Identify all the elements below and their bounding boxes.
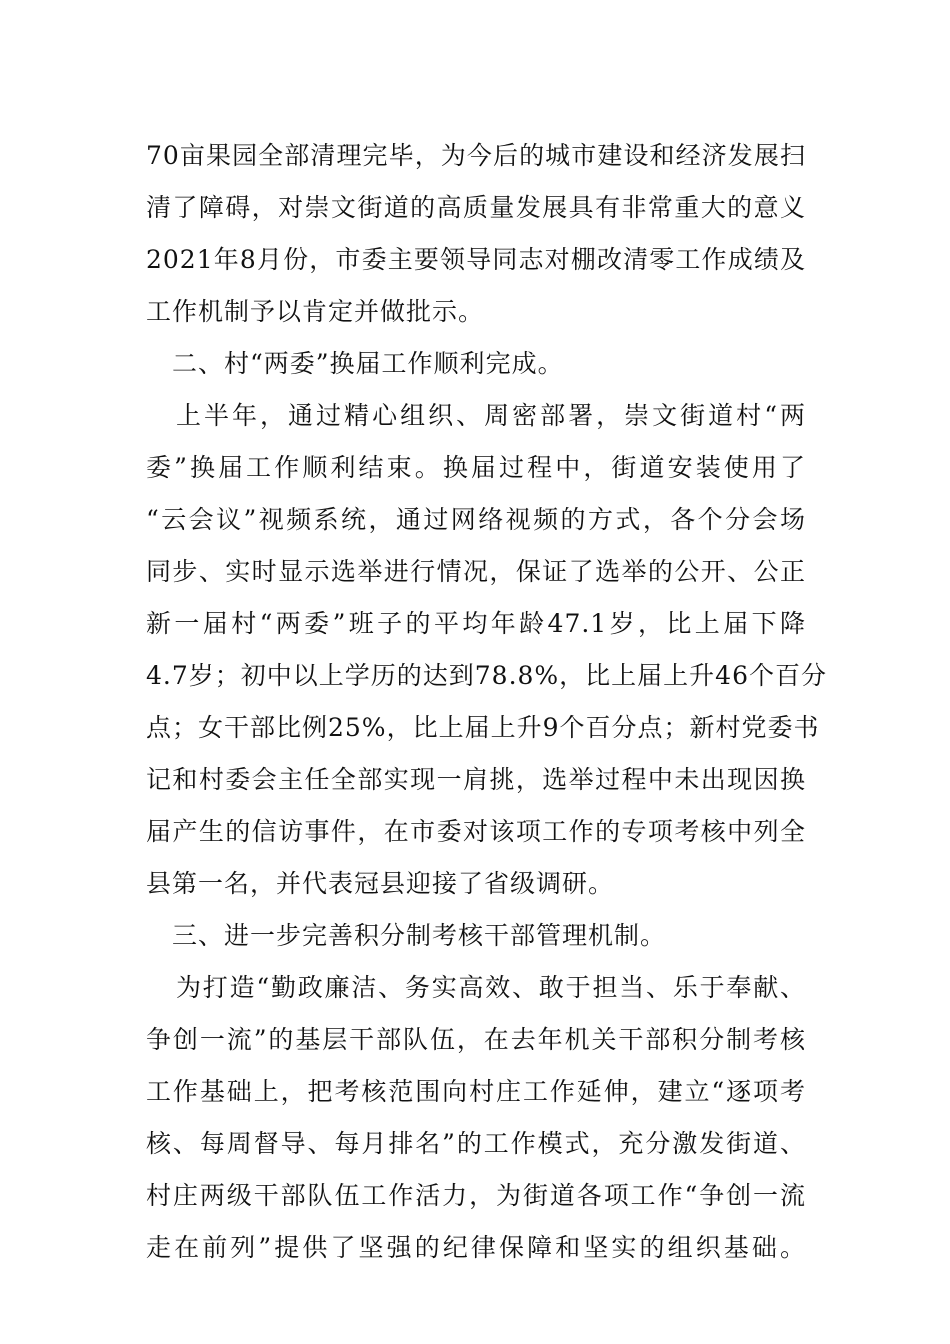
- section-heading: 二、村“两委”换届工作顺利完成。: [172, 349, 564, 378]
- text-line: 县第一名，并代表冠县迎接了省级调研。: [146, 869, 615, 898]
- text-line: 争创一流”的基层干部队伍，在去年机关干部积分制考核: [146, 1025, 806, 1054]
- text-line: 新一届村“两委”班子的平均年龄47.1岁，比上届下降: [146, 609, 806, 638]
- text-line: 工作基础上，把考核范围向村庄工作延伸，建立“逐项考: [146, 1077, 806, 1106]
- text-line: 2021年8月份，市委主要领导同志对棚改清零工作成绩及: [146, 245, 806, 274]
- text-line: 工作机制予以肯定并做批示。: [146, 297, 485, 326]
- text-line: 记和村委会主任全部实现一肩挑，选举过程中未出现因换: [146, 765, 806, 794]
- text-line: 清了障碍，对崇文街道的高质量发展具有非常重大的意义: [146, 193, 806, 222]
- text-line: 届产生的信访事件，在市委对该项工作的专项考核中列全: [146, 817, 806, 846]
- text-line: “云会议”视频系统，通过网络视频的方式，各个分会场: [146, 505, 806, 534]
- text-line: 委”换届工作顺利结束。换届过程中，街道安装使用了: [146, 453, 806, 482]
- text-line: 为打造“勤政廉洁、务实高效、敢于担当、乐于奉献、: [176, 973, 806, 1002]
- text-line: 点；女干部比例25%，比上届上升9个百分点；新村党委书: [146, 713, 820, 742]
- text-line: 4.7岁；初中以上学历的达到78.8%，比上届上升46个百分: [146, 661, 827, 690]
- text-line: 70亩果园全部清理完毕，为今后的城市建设和经济发展扫: [146, 141, 806, 170]
- text-line: 上半年，通过精心组织、周密部署，崇文街道村“两: [176, 401, 806, 430]
- text-line: 同步、实时显示选举进行情况，保证了选举的公开、公正: [146, 557, 806, 586]
- section-heading: 三、进一步完善积分制考核干部管理机制。: [172, 921, 667, 950]
- document-body: [146, 130, 827, 1274]
- text-line: 村庄两级干部队伍工作活力，为街道各项工作“争创一流: [146, 1181, 806, 1210]
- text-line: 核、每周督导、每月排名”的工作模式，充分激发街道、: [146, 1129, 806, 1158]
- text-line: 走在前列”提供了坚强的纪律保障和坚实的组织基础。: [146, 1233, 806, 1262]
